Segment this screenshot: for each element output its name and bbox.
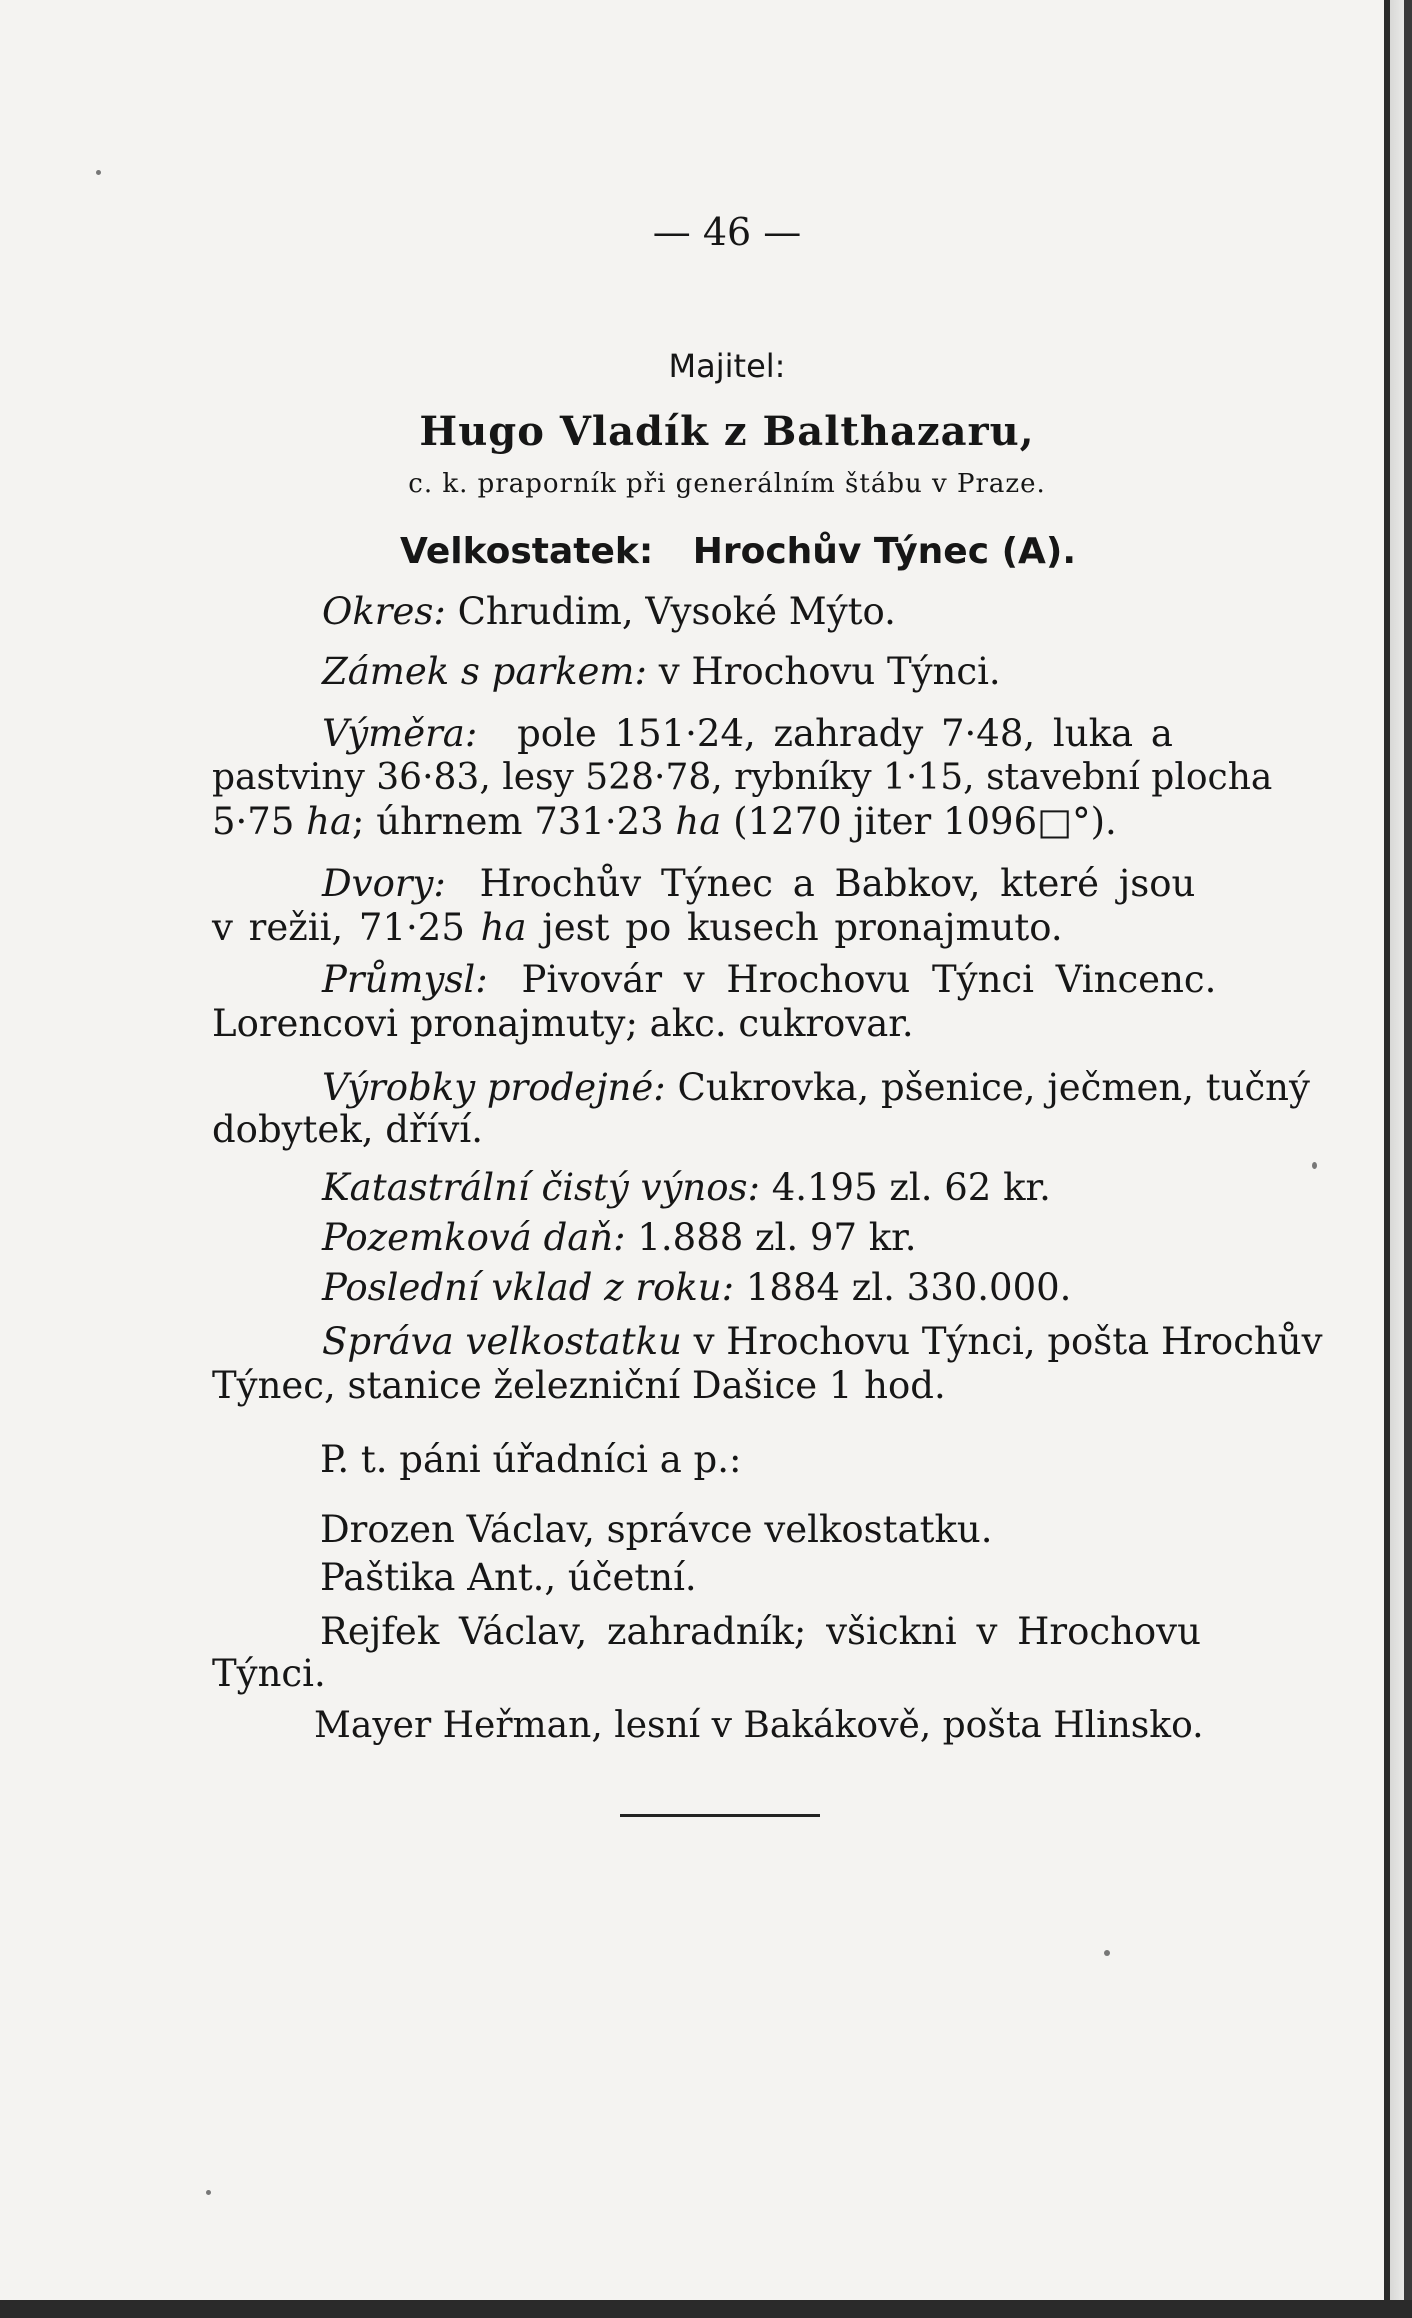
sprava-line-1: Správa velkostatku v Hrochovu Týnci, pošta Hrochův — [322, 1320, 1323, 1363]
zamek-text: v Hrochovu Týnci. — [658, 650, 1001, 693]
pozemkova-line: Pozemková daň: 1.888 zl. 97 kr. — [322, 1216, 917, 1259]
owner-name: Hugo Vladík z Balthazaru, — [419, 408, 1035, 455]
page-edge-bottom — [0, 2300, 1412, 2318]
pozemkova-label: Pozemková daň: — [322, 1216, 626, 1259]
sprava-label: Správa velkostatku — [322, 1320, 682, 1363]
vyrobky-label: Výrobky prodejné: — [322, 1066, 666, 1109]
official-rejfek-cont: Týnci. — [212, 1652, 326, 1695]
unit-ha: ha — [675, 800, 722, 843]
official-pastika: Paštika Ant., účetní. — [320, 1556, 697, 1599]
zamek-label: Zámek s parkem: — [322, 650, 647, 693]
vymera-label: Výměra: — [322, 712, 478, 755]
vymera-line-3: 5·75 ha; úhrnem 731·23 ha (1270 jiter 1096□°). — [212, 800, 1117, 843]
dvory-label: Dvory: — [322, 862, 446, 905]
vymera-line-1 — [212, 712, 1242, 756]
page-number: — 46 — — [652, 210, 802, 254]
dvory-line-2: v režii, 71·25 ha jest po kusech pronajmuto. — [212, 906, 1063, 949]
vymera-text-1: pole 151·24, zahrady 7·48, luka a — [517, 712, 1173, 755]
okres-line — [212, 590, 1242, 634]
prumysl-label: Průmysl: — [322, 958, 488, 1001]
okres-label: Okres: — [322, 590, 446, 633]
posledni-line: Poslední vklad z roku: 1884 zl. 330.000. — [322, 1266, 1072, 1309]
vymera-line-2: pastviny 36·83, lesy 528·78, rybníky 1·15, stavební plocha — [212, 757, 1273, 798]
page-edge-right — [1384, 0, 1412, 2318]
katastralni-line: Katastrální čistý výnos: 4.195 zl. 62 kr. — [322, 1166, 1051, 1209]
owner-title: c. k. praporník při generálním štábu v Praze. — [408, 469, 1046, 499]
end-rule — [620, 1814, 820, 1817]
vyrobky-line-2: dobytek, dříví. — [212, 1108, 483, 1151]
katastralni-label: Katastrální čistý výnos: — [322, 1166, 760, 1209]
okres-text: Chrudim, Vysoké Mýto. — [457, 590, 896, 633]
sprava-line-2: Týnec, stanice železniční Dašice 1 hod. — [212, 1364, 946, 1407]
prumysl-line-1: Průmysl: Pivovár v Hrochovu Týnci Vincenc. — [322, 958, 1217, 1001]
paper-speck — [1312, 1162, 1317, 1169]
paper-speck — [206, 2190, 211, 2195]
officials-heading: P. t. páni úřadníci a p.: — [320, 1438, 742, 1481]
estate-line — [400, 530, 1100, 574]
unit-ha: ha — [480, 906, 527, 949]
estate-name: Hrochův Týnec (A). — [692, 531, 1077, 572]
paper-speck — [96, 170, 101, 175]
paper-speck — [1104, 1950, 1110, 1956]
unit-ha: ha — [306, 800, 353, 843]
vyrobky-line-1: Výrobky prodejné: Cukrovka, pšenice, ječmen, tučný — [322, 1066, 1310, 1109]
official-mayer: Mayer Heřman, lesní v Bakákově, pošta Hlinsko. — [314, 1705, 1204, 1746]
prumysl-line-2: Lorencovi pronajmuty; akc. cukrovar. — [212, 1002, 914, 1045]
dvory-line-1: Dvory: Hrochův Týnec a Babkov, které jsou — [322, 862, 1196, 905]
zamek-line — [212, 650, 1242, 694]
owner-heading: Majitel: — [668, 347, 786, 385]
posledni-label: Poslední vklad z roku: — [322, 1266, 735, 1309]
official-drozen: Drozen Václav, správce velkostatku. — [320, 1508, 993, 1551]
official-rejfek: Rejfek Václav, zahradník; všickni v Hrochovu — [320, 1610, 1201, 1653]
estate-label: Velkostatek: — [400, 531, 654, 572]
